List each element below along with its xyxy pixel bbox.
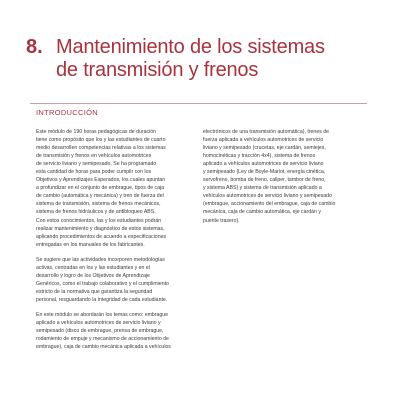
text-line: personal, resguardando la integridad de cada estudiante. (36, 296, 168, 303)
text-line: aplicado a vehículos automotrices de servicio liviano y (36, 320, 161, 327)
text-line: de cambio (automática y mecánica) y tren de fuerza del (36, 193, 164, 200)
text-line: Se sugiere que las actividades incorporen metodologías (36, 256, 165, 263)
text-line: esta cantidad de horas para poder cumplir con los (36, 169, 152, 176)
text-line: sistema de frenos hidráulicos y de antibloqueo ABS. (36, 209, 156, 216)
text-line: tiene como propósito que los y las estudiantes de cuarto (36, 137, 166, 144)
text-line: En este módulo se abordarán los temas como: embrague (36, 311, 169, 318)
text-line: medio desarrollen competencias relativas a los sistemas (36, 145, 166, 152)
text-line: y sistema ABS) y sistema de transmisión aplicado a (203, 185, 322, 192)
text-line: mecánica, caja de cambio automática, eje cardán y (203, 209, 321, 216)
paragraph-gap (36, 304, 191, 311)
text-line: vehículos automotrices de servicio liviano y semipesado (203, 193, 332, 200)
paragraph-gap (36, 249, 191, 256)
text-line: de transmisión y frenos en vehículos automotrices (36, 153, 152, 160)
text-line: Con estos conocimientos, las y los estudiantes podrán (36, 217, 162, 224)
text-line: rodamiento de empuje y mecanismo de accionamiento de (36, 336, 169, 343)
right-text-column (203, 128, 358, 225)
text-line: desarrollo y logro de los Objetivos de Aprendizaje (36, 272, 150, 279)
text-line: embrague), caja de cambio mecánica aplicada a vehículos (36, 344, 171, 351)
text-line: liviano y semipesado (crucetas, eje cardán, semiejes, (203, 145, 326, 152)
text-line: semipesado (disco de embrague, prensa de embrague, (36, 328, 164, 335)
text-line: Este módulo de 190 horas pedagógicas de duración (36, 129, 156, 135)
chapter-title-line: de transmisión y frenos (56, 59, 259, 81)
text-line: de servicio liviano y semipesado. Se ha programado (36, 161, 157, 168)
text-line: electrónicos de una transmisión automática), trenes de (203, 129, 330, 135)
text-line: activas, centradas en los y las estudiantes y en el (36, 264, 150, 271)
text-line: (embrague, accionamiento del embrague, caja de cambio (203, 201, 336, 208)
text-line: realizar mantenimiento y diagnóstico de estos sistemas, (36, 225, 165, 232)
section-heading: INTRODUCCIÓN (36, 108, 98, 117)
chapter-title (56, 36, 325, 82)
section-divider (30, 103, 367, 104)
text-line: aplicando procedimientos de acuerdo a especificaciones (36, 233, 167, 240)
left-text-column (36, 128, 191, 351)
text-line: Objetivos y Aprendizajes Esperados, los cuales apuntan (36, 177, 166, 184)
text-line: homocinéticas y tracción 4x4), sistema de frenos (203, 153, 316, 160)
text-line: estricto de la normativa que garantiza la seguridad (36, 288, 153, 295)
text-line: y semipesado (Ley de Boyle-Mariot, energía cinética, (203, 169, 326, 176)
text-line: puente trasero). (203, 217, 240, 224)
text-line: fuerza aplicada a vehículos automotrices de servicio (203, 137, 324, 144)
text-line: Genéricos, como el trabajo colaborativo y el cumplimiento (36, 280, 169, 287)
text-line: a profundizar en el conjunto de embrague, tipos de caja (36, 185, 165, 192)
text-line: entregadas en los manuales de los fabricantes. (36, 241, 145, 248)
chapter-header (26, 36, 386, 82)
text-line: servofreno, bomba de freno, caliper, tambor de freno, (203, 177, 326, 184)
chapter-title-line: Mantenimiento de los sistemas (56, 36, 325, 58)
text-line: sistema de transmisión, sistema de frenos mecánicos, (36, 201, 161, 208)
chapter-number: 8. (26, 36, 43, 58)
text-line: aplicado a vehículos automotrices de servicio liviano (203, 161, 324, 168)
